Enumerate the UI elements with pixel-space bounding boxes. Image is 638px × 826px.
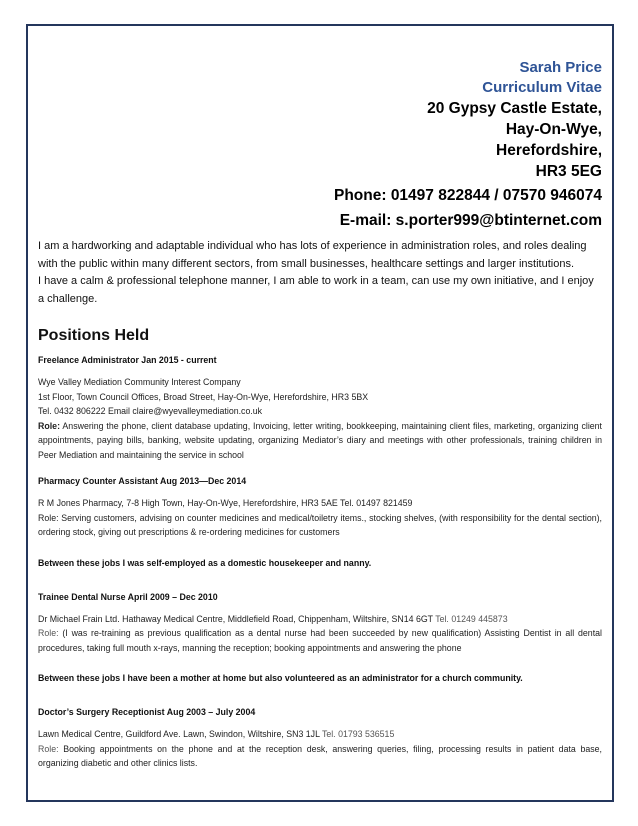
role-text: Answering the phone, client database updating, Invoicing, letter writing, bookkeeping, maintaining client files, marketing, organizing client appointments, paying bills, banking, website updating, organizing Mediator’s diary and meetings with other professionals, training children in Peer Mediation and maintaining the service in school — [38, 420, 602, 460]
role-description: Role: Serving customers, advising on counter medicines and medical/toiletry items., stocking shelves, (with responsibility for the dental section), ordering stock, giving out prescriptions & re-ordering medicines for customers — [38, 512, 602, 537]
intro-paragraph: I am a hardworking and adaptable individual who has lots of experience in administration roles, and roles dealing with the public within many different sectors, from small businesses, healthcare settings and larger institutions. — [38, 240, 587, 270]
employer-tel: Tel. 01793 536515 — [321, 729, 395, 739]
intro-paragraph: I have a calm & professional telephone manner, I am able to work in a team, can use my own initiative, and I enjoy a challenge. — [38, 275, 594, 305]
job-entry — [38, 353, 602, 462]
personal-statement — [38, 238, 602, 308]
cv-document — [38, 58, 602, 771]
contact-line: Tel. 0432 806222 Email claire@wyevalleymediation.co.uk — [38, 406, 263, 416]
role-text: Booking appointments on the phone and at the reception desk, answering queries, filing, processing results in patient data base, organizing diabetic and other clinics lists. — [38, 743, 602, 768]
positions-heading: Positions Held — [38, 327, 150, 344]
job-entry — [38, 474, 602, 540]
job-title: Trainee Dental Nurse April 2009 – Dec 2010 — [38, 591, 218, 602]
employer-line — [38, 727, 602, 742]
gap-note: Between these jobs I was self-employed as a domestic housekeeper and nanny. — [38, 557, 372, 568]
address-line: Herefordshire, — [496, 142, 602, 159]
employer-address: Lawn Medical Centre, Guildford Ave. Lawn, Swindon, Wiltshire, SN3 1JL — [38, 729, 322, 739]
job-entry — [38, 590, 602, 656]
cv-header — [38, 58, 602, 234]
employer-line: R M Jones Pharmacy, 7-8 High Town, Hay-On-Wye, Herefordshire, HR3 5AE Tel. 01497 821459 — [38, 498, 413, 508]
role-description — [38, 419, 602, 463]
address-line: 20 Gypsy Castle Estate, — [427, 100, 602, 117]
gap-note: Between these jobs I have been a mother at home but also volunteered as an administrator for a church community. — [38, 673, 523, 683]
job-entry — [38, 705, 602, 771]
address-line: 1st Floor, Town Council Offices, Broad Street, Hay-On-Wye, Herefordshire, HR3 5BX — [38, 391, 369, 402]
employer-address: Dr Michael Frain Ltd. Hathaway Medical Centre, Middlefield Road, Chippenham, Wiltshire, SN14 6GT — [38, 613, 436, 624]
role-description — [38, 742, 602, 771]
job-details — [38, 727, 602, 771]
role-label: Role: — [38, 743, 59, 754]
employer-line: Wye Valley Mediation Community Interest Company — [38, 377, 241, 387]
role-description — [38, 626, 602, 655]
job-title: Doctor’s Surgery Receptionist Aug 2003 – July 2004 — [38, 707, 256, 717]
role-label: Role: — [38, 628, 59, 638]
job-details — [38, 496, 602, 540]
job-details — [38, 375, 602, 462]
applicant-name: Sarah Price — [519, 59, 602, 76]
job-title: Freelance Administrator Jan 2015 - current — [38, 355, 217, 365]
address-line: Hay-On-Wye, — [505, 121, 602, 138]
address-line: HR3 5EG — [535, 163, 602, 180]
role-label: Role: — [38, 420, 60, 431]
job-title: Pharmacy Counter Assistant Aug 2013—Dec 2014 — [38, 476, 247, 486]
document-subtitle: Curriculum Vitae — [482, 79, 602, 96]
phone-line: Phone: 01497 822844 / 07570 946074 — [333, 187, 602, 204]
employer-line — [38, 612, 602, 627]
email-line: E-mail: s.porter999@btinternet.com — [339, 212, 602, 229]
job-details — [38, 612, 602, 656]
role-text: (I was re-training as previous qualification as a dental nurse had been succeeded by new qualification) Assisting Dentist in all dental procedures, taking full mouth x-rays, manning the reception; booking appointments and answering the phone — [38, 628, 602, 653]
employer-tel: Tel. 01249 445873 — [435, 613, 508, 624]
